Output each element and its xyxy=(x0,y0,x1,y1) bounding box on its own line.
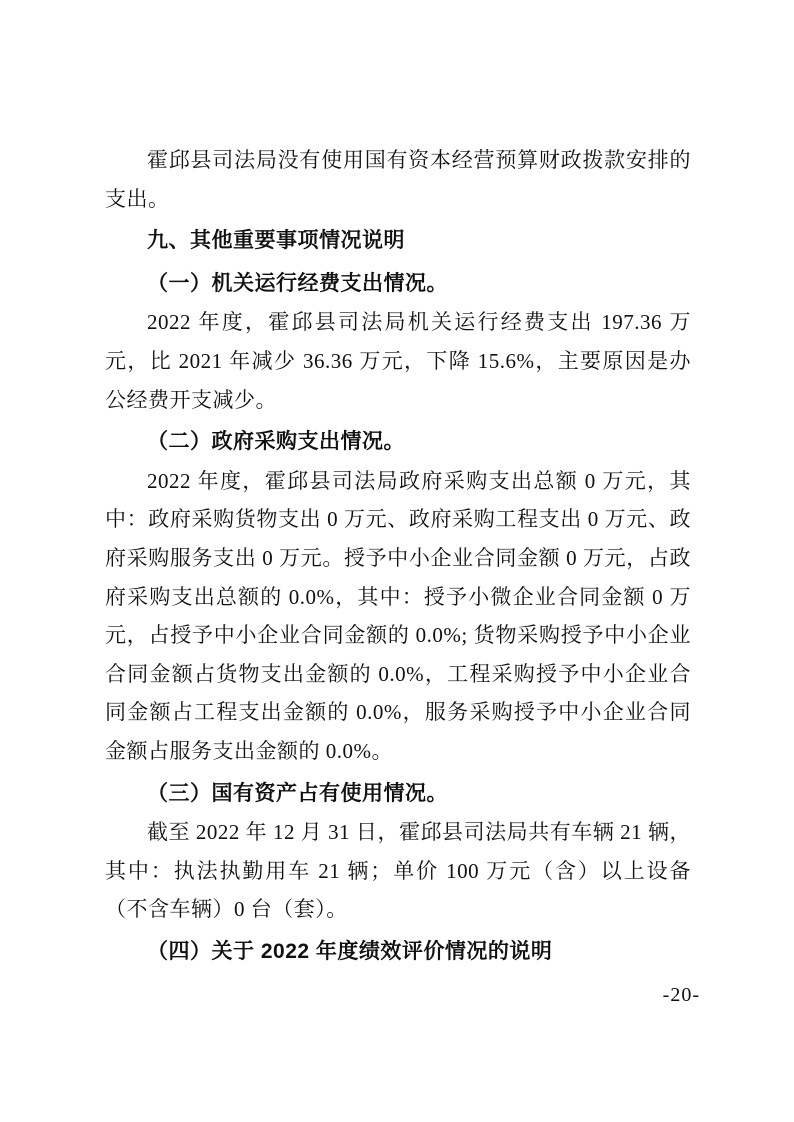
subsection-heading-3-state-assets: （三）国有资产占有使用情况。 xyxy=(147,781,448,805)
paragraph-operating-expenses: 2022 年度，霍邱县司法局机关运行经费支出 197.36 万元，比 2021 年减少 36.36 万元，下降 15.6%，主要原因是办公经费开支减少。 xyxy=(105,310,691,412)
subsection-heading-1-operating-expenses: （一）机关运行经费支出情况。 xyxy=(147,271,448,295)
paragraph-procurement-details: 2022 年度，霍邱县司法局政府采购支出总额 0 万元，其中：政府采购货物支出 0 万元、政府采购工程支出 0 万元、政府采购服务支出 0 万元。授予中小企业合同金额 0 万元，占政府采购支出总额的 0.0%，其中：授予小微企业合同金额 0 万元，占授予中小企业合同金额的 0.0%; 货物采购授予中小企业合同金额占货物支出金额的 0.0%，工程采购授予中小企业合同金额占工程支出金额的 0.0%，服务采购授予中小企业合同金额占服务支出金额的 0.0%。 xyxy=(105,468,691,763)
paragraph-state-assets-details: 截至 2022 年 12 月 31 日，霍邱县司法局共有车辆 21 辆，其中：执法执勤用车 21 辆；单价 100 万元（含）以上设备（不含车辆）0 台（套）。 xyxy=(105,820,691,922)
paragraph-state-capital-expenditure: 霍邱县司法局没有使用国有资本经营预算财政拨款安排的支出。 xyxy=(105,148,691,211)
section-heading-nine: 九、其他重要事项情况说明 xyxy=(147,229,405,253)
subsection-heading-2-procurement: （二）政府采购支出情况。 xyxy=(147,430,405,454)
subsection-heading-4-performance-evaluation: （四）关于 2022 年度绩效评价情况的说明 xyxy=(147,939,553,963)
document-body xyxy=(105,141,691,971)
page-number: -20- xyxy=(662,984,700,1006)
